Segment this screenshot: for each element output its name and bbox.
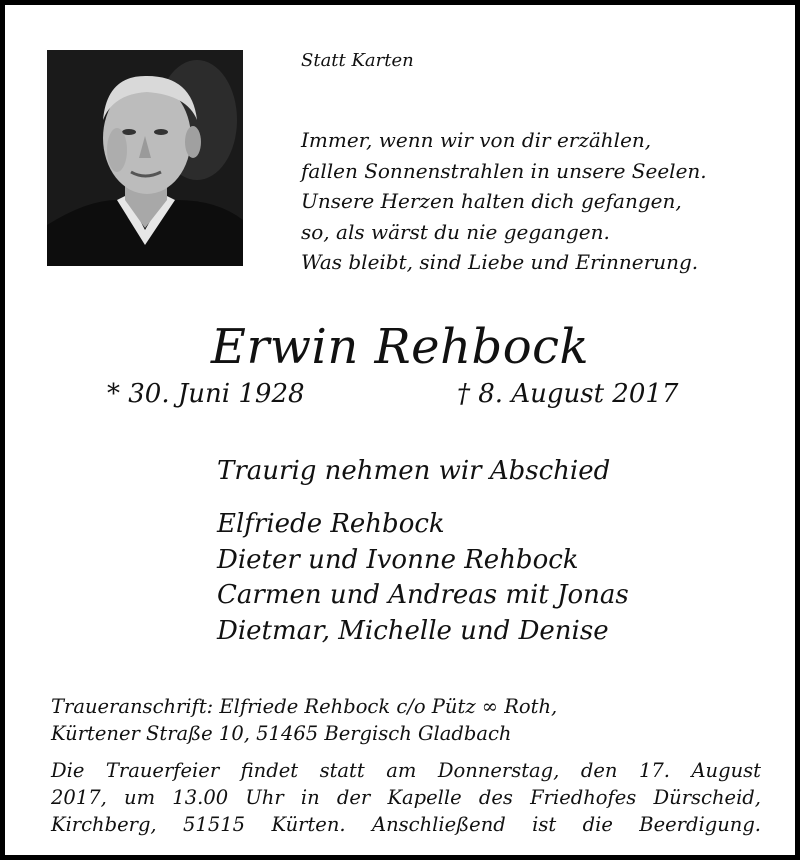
mourner: Elfriede Rehbock (217, 509, 445, 539)
poem-line: so, als wärst du nie gegangen. (301, 219, 610, 244)
mourner: Carmen und Andreas mit Jonas (217, 580, 629, 610)
farewell-line: Traurig nehmen wir Abschied (217, 456, 611, 486)
death-date: † 8. August 2017 (457, 379, 679, 409)
birth-date: * 30. Juni 1928 (107, 379, 305, 409)
mourners-list (217, 507, 629, 649)
address-line: Traueranschrift: Elfriede Rehbock c/o Pütz ∞ Roth, (51, 695, 558, 718)
address-line: Kürtener Straße 10, 51465 Bergisch Gladbach (51, 722, 512, 745)
headline: Statt Karten (301, 50, 414, 71)
portrait-illustration (47, 50, 243, 266)
mourner: Dieter und Ivonne Rehbock (217, 544, 579, 575)
poem-line: Was bleibt, sind Liebe und Erinnerung. (301, 250, 699, 274)
service-line: 2017, um 13.00 Uhr in der Kapelle des Friedhofes Dürscheid, (51, 786, 761, 809)
poem-line: Immer, wenn wir von dir erzählen, (301, 128, 652, 152)
service-line: Kirchberg, 51515 Kürten. Anschließend ist die Beerdigung. (51, 813, 761, 836)
portrait-photo (47, 50, 243, 266)
mourner: Dietmar, Michelle und Denise (217, 615, 609, 646)
poem (301, 125, 707, 278)
poem-line: fallen Sonnenstrahlen in unsere Seelen. (301, 158, 707, 183)
deceased-name: Erwin Rehbock (210, 319, 590, 375)
service-line: Die Trauerfeier findet statt am Donnerstag, den 17. August (51, 759, 761, 782)
mourning-address (51, 693, 557, 747)
funeral-service-info (51, 757, 761, 838)
poem-line: Unsere Herzen halten dich gefangen, (301, 189, 682, 213)
